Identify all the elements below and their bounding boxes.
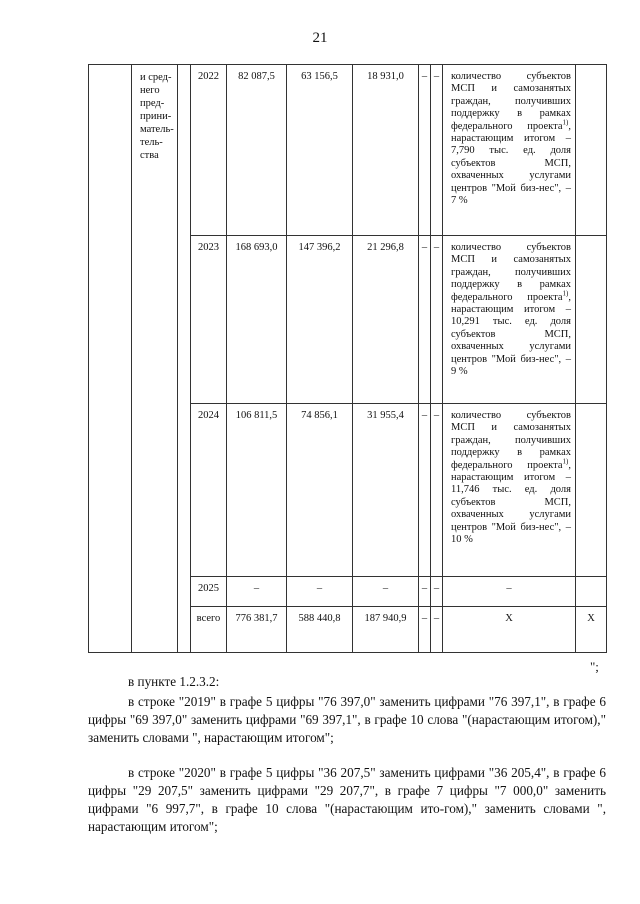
indicator-cell [443,236,576,404]
indicator-cell: – [443,577,576,607]
col7-cell: – [431,236,443,404]
footnote-marker: 1) [562,457,569,466]
table-row [89,65,607,236]
federal-cell: 147 396,2 [287,236,353,404]
year-cell: 2024 [191,404,227,577]
indicator-text: количество субъектов МСП и самозанятых граждан, получивших поддержку в рамках федерального проекта [451,71,571,132]
category-cell [132,65,178,653]
total-cell: – [227,577,287,607]
total-cell: 168 693,0 [227,236,287,404]
footnote-marker: 1) [562,118,569,127]
regional-cell: 187 940,9 [353,607,419,653]
indicator-text: количество субъектов МСП и самозанятых граждан, получивших поддержку в рамках федерального проекта [451,242,571,303]
federal-cell: 63 156,5 [287,65,353,236]
page-number: 21 [312,30,328,46]
category-line: тель- [140,137,163,148]
regional-cell: 18 931,0 [353,65,419,236]
category-line: пред- [140,98,165,109]
last-cell [576,577,607,607]
cell-col3 [178,65,191,653]
indicator-cell: X [443,607,576,653]
footnote-marker: 1) [562,289,569,298]
category-line: матель- [140,124,174,135]
last-cell [576,65,607,236]
last-cell: X [576,607,607,653]
category-line: и сред- [140,72,172,83]
budget-table [88,64,607,653]
indicator-text-tail: , нарастающим итогом – 11,746 тыс. ед. доля субъектов МСП, охваченных услугами центров "Мой биз-нес", – 10 % [451,459,571,546]
paragraph-2: в строке "2019" в графе 5 цифры "76 397,0" заменить цифрами "76 397,1", в графе 6 цифры "69 397,0" заменить цифрами "69 397,1", в графе 10 слова "(нарастающим итогом)," заменить словами ", нарастающим итогом"; [88,694,606,745]
paragraph-3: в строке "2020" в графе 5 цифры "36 207,5" заменить цифрами "36 205,4", в графе 6 цифры "29 207,5" заменить цифрами "29 207,7", в графе 7 цифры "7 000,0" заменить цифрами "6 997,7", в графе 10 слова "(нарастающим ито-гом)," заменить словами ", нарастающим итогом"; [88,765,606,834]
federal-cell: – [287,577,353,607]
col6-cell: – [419,404,431,577]
cell-col1 [89,65,132,653]
year-cell: всего [191,607,227,653]
category-line: прини- [140,111,172,122]
year-cell: 2022 [191,65,227,236]
category-line: ства [140,150,159,161]
col6-cell: – [419,577,431,607]
total-cell: 776 381,7 [227,607,287,653]
col7-cell: – [431,65,443,236]
col7-cell: – [431,607,443,653]
paragraph-1: в пункте 1.2.3.2: [128,674,220,689]
regional-cell: 31 955,4 [353,404,419,577]
federal-cell: 588 440,8 [287,607,353,653]
year-cell: 2025 [191,577,227,607]
regional-cell: – [353,577,419,607]
federal-cell: 74 856,1 [287,404,353,577]
indicator-cell [443,65,576,236]
year-cell: 2023 [191,236,227,404]
col7-cell: – [431,404,443,577]
col6-cell: – [419,607,431,653]
col7-cell: – [431,577,443,607]
closing-mark: "; [590,659,599,674]
col6-cell: – [419,65,431,236]
regional-cell: 21 296,8 [353,236,419,404]
indicator-text-tail: , нарастающим итогом – 10,291 тыс. ед. доля субъектов МСП, охваченных услугами центров "Мой биз-нес", – 9 % [451,291,571,378]
last-cell [576,404,607,577]
last-cell [576,236,607,404]
category-line: него [140,85,160,96]
indicator-text: количество субъектов МСП и самозанятых граждан, получивших поддержку в рамках федерального проекта [451,410,571,471]
col6-cell: – [419,236,431,404]
total-cell: 82 087,5 [227,65,287,236]
total-cell: 106 811,5 [227,404,287,577]
indicator-cell [443,404,576,577]
indicator-text-tail: , нарастающим итогом – 7,790 тыс. ед. доля субъектов МСП, охваченных услугами центров "Мой биз-нес", – 7 % [451,120,571,207]
